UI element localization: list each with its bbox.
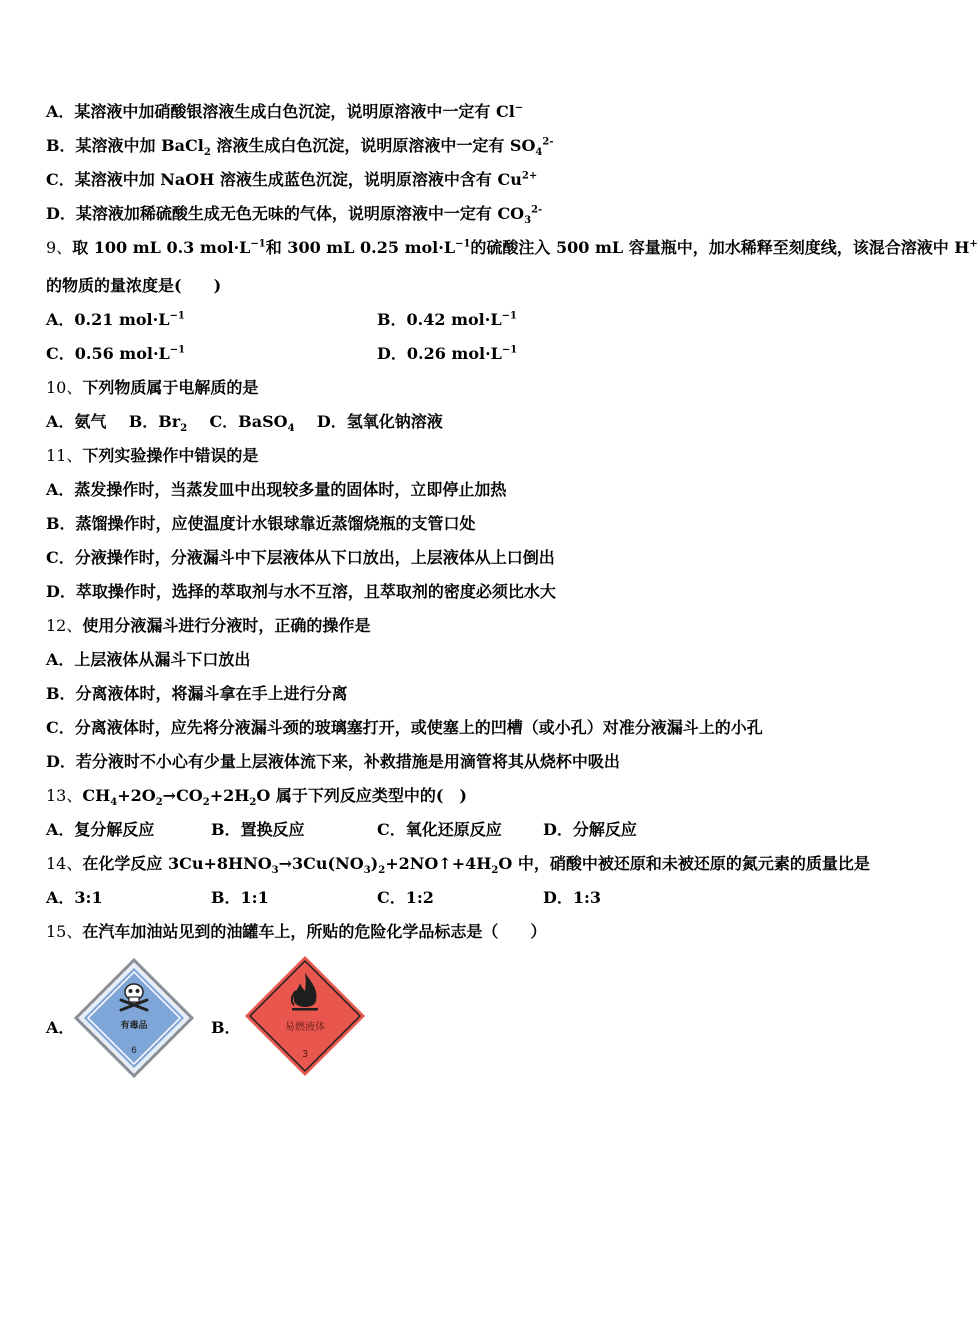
- q12-option-a: A．上层液体从漏斗下口放出: [46, 650, 251, 669]
- q10-option-d: D．氢氧化钠溶液: [316, 412, 443, 431]
- q13-option-b: B．置换反应: [211, 820, 305, 839]
- q9-stem-line1: 9、取 100 mL 0.3 $mol\cdot L^{-1}$和 300 mL 0.25 $mol\cdot L^{-1}$的硫酸注入 500 mL 容量瓶中，加水稀释至刻度线，该混合溶液中 H+: [46, 238, 978, 257]
- q13-option-c: C．氧化还原反应: [377, 820, 502, 839]
- toxic-sign-number: 6: [131, 1046, 137, 1056]
- q11-option-d: D．萃取操作时，选择的萃取剂与水不互溶，且萃取剂的密度必须比水大: [46, 582, 556, 601]
- q9-option-a: A．0.21 $mol\cdot L^{-1}$: [46, 310, 185, 329]
- q10-option-c: C．BaSO$_4$: [209, 412, 295, 435]
- q11-option-b: B．蒸馏操作时，应使温度计水银球靠近蒸馏烧瓶的支管口处: [46, 514, 476, 533]
- q12-stem: 12、使用分液漏斗进行分液时，正确的操作是: [46, 616, 371, 635]
- flammable-sign-number: 3: [301, 1049, 309, 1060]
- q10-stem: 10、下列物质属于电解质的是: [46, 378, 259, 397]
- q15-option-a-label: A．: [46, 1018, 75, 1037]
- q9-stem-line2: 的物质的量浓度是( ): [46, 276, 222, 295]
- toxic-sign-image: [74, 958, 194, 1078]
- q10-options: [46, 412, 443, 435]
- q10-option-b: B．$Br_2$: [128, 412, 188, 435]
- q10-option-a: A．氨气: [46, 412, 107, 431]
- q15-option-b-label: B．: [211, 1018, 241, 1037]
- q11-option-a: A．蒸发操作时，当蒸发皿中出现较多量的固体时，立即停止加热: [46, 480, 507, 499]
- q9-options-row1: [46, 310, 185, 330]
- q9-option-b: B．0.42 $mol\cdot L^{-1}$: [377, 310, 517, 329]
- q11-stem: 11、下列实验操作中错误的是: [46, 446, 259, 465]
- q13-option-a: A．复分解反应: [46, 820, 155, 839]
- q14-option-a: A．3:1: [46, 888, 103, 907]
- q9-option-c: C．0.56 $mol\cdot L^{-1}$: [46, 344, 186, 363]
- q12-option-d: D．若分液时不小心有少量上层液体流下来，补救措施是用滴管将其从烧杯中吸出: [46, 752, 620, 771]
- q13-option-d: D．分解反应: [543, 820, 637, 839]
- q12-option-b: B．分离液体时，将漏斗拿在手上进行分离: [46, 684, 348, 703]
- flammable-sign-text: 易燃液体: [285, 1022, 325, 1033]
- q8-option-a: A．某溶液中加硝酸银溶液生成白色沉淀，说明原溶液中一定有 Cl−: [46, 102, 524, 121]
- q12-option-c: C．分离液体时，应先将分液漏斗颈的玻璃塞打开，或使塞上的凹槽（或小孔）对准分液漏斗上的小孔: [46, 718, 763, 737]
- q15-stem: 15、在汽车加油站见到的油罐车上，所贴的危险化学品标志是（ ）: [46, 922, 547, 941]
- toxic-sign-text: 有毒品: [120, 1021, 148, 1031]
- q14-stem: 14、在化学反应 $3Cu+8HNO_3\to 3Cu(NO_3)_2+2NO↑+4H_2O$ 中，硝酸中被还原和未被还原的氮元素的质量比是: [46, 854, 870, 877]
- q14-option-d: D．1:3: [543, 888, 602, 907]
- flammable-diamond: [244, 955, 366, 1077]
- flammable-sign-image: [244, 955, 366, 1077]
- q11-option-c: C．分液操作时，分液漏斗中下层液体从下口放出，上层液体从上口倒出: [46, 548, 555, 567]
- q9-option-d: D．0.26 $mol\cdot L^{-1}$: [377, 344, 518, 363]
- q13-stem: 13、$CH_4+2O_2\to CO_2+2H_2O$ 属于下列反应类型中的( ): [46, 786, 467, 809]
- q8-option-d: D．某溶液加稀硫酸生成无色无味的气体，说明原溶液中一定有 $CO_3^{2-}$: [46, 204, 543, 227]
- toxic-diamond: [74, 958, 194, 1078]
- q14-option-b: B．1:1: [211, 888, 269, 907]
- q8-option-b: B．某溶液中加 BaCl$_2$ 溶液生成白色沉淀，说明原溶液中一定有 $SO_4^{2-}$: [46, 136, 554, 159]
- q14-option-c: C．1:2: [377, 888, 434, 907]
- q8-option-c: C．某溶液中加 NaOH 溶液生成蓝色沉淀，说明原溶液中含有 $Cu^{2+}$: [46, 170, 538, 189]
